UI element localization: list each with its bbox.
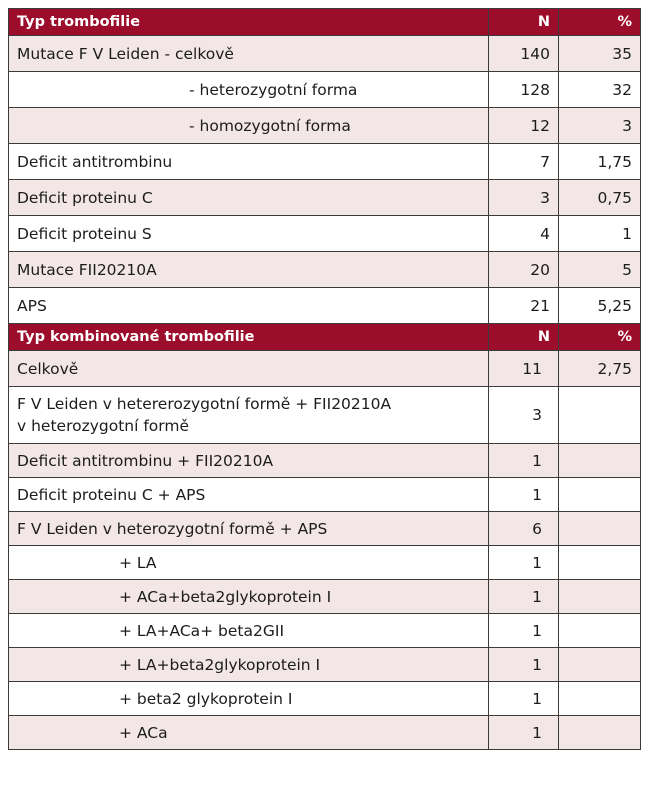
row-label: Mutace F V Leiden - celkově xyxy=(9,36,489,72)
row-n: 12 xyxy=(489,108,559,144)
row-label-line2: v heterozygotní formě xyxy=(17,417,190,435)
table-row xyxy=(9,716,641,750)
row-pct xyxy=(559,648,641,682)
row-label: Mutace FII20210A xyxy=(9,252,489,288)
row-label: - homozygotní forma xyxy=(9,108,489,144)
row-pct xyxy=(559,682,641,716)
header-n: N xyxy=(489,9,559,36)
thrombophilia-table-container xyxy=(8,8,640,750)
table-row xyxy=(9,682,641,716)
row-n: 1 xyxy=(489,580,559,614)
table-row xyxy=(9,180,641,216)
row-label: Deficit proteinu S xyxy=(9,216,489,252)
row-n: 140 xyxy=(489,36,559,72)
row-n: 128 xyxy=(489,72,559,108)
row-label: - heterozygotní forma xyxy=(9,72,489,108)
row-n: 6 xyxy=(489,512,559,546)
row-pct xyxy=(559,512,641,546)
row-n: 1 xyxy=(489,614,559,648)
row-label: + LA xyxy=(9,546,489,580)
table-row xyxy=(9,444,641,478)
table-row xyxy=(9,72,641,108)
row-pct: 0,75 xyxy=(559,180,641,216)
header-pct: % xyxy=(559,324,641,351)
row-pct: 2,75 xyxy=(559,351,641,387)
row-pct: 1 xyxy=(559,216,641,252)
row-label: F V Leiden v heterozygotní formě + APS xyxy=(9,512,489,546)
header-type: Typ kombinované trombofilie xyxy=(9,324,489,351)
row-pct xyxy=(559,444,641,478)
row-n: 3 xyxy=(489,180,559,216)
row-label: + ACa+beta2glykoprotein I xyxy=(9,580,489,614)
row-label: + beta2 glykoprotein I xyxy=(9,682,489,716)
table-row xyxy=(9,351,641,387)
row-n: 1 xyxy=(489,478,559,512)
row-label: Deficit proteinu C + APS xyxy=(9,478,489,512)
row-n: 1 xyxy=(489,682,559,716)
row-pct xyxy=(559,387,641,444)
table-row xyxy=(9,387,641,444)
row-n: 7 xyxy=(489,144,559,180)
table-row xyxy=(9,546,641,580)
row-n: 4 xyxy=(489,216,559,252)
table-row xyxy=(9,580,641,614)
row-label: Celkově xyxy=(9,351,489,387)
row-n: 1 xyxy=(489,444,559,478)
row-pct xyxy=(559,478,641,512)
row-n: 1 xyxy=(489,648,559,682)
row-label: Deficit antitrombinu xyxy=(9,144,489,180)
table-row xyxy=(9,648,641,682)
table-row xyxy=(9,144,641,180)
table-row xyxy=(9,108,641,144)
row-pct xyxy=(559,546,641,580)
row-n: 11 xyxy=(489,351,559,387)
row-label: + LA+beta2glykoprotein I xyxy=(9,648,489,682)
table-row xyxy=(9,512,641,546)
header-type: Typ trombofilie xyxy=(9,9,489,36)
row-pct xyxy=(559,614,641,648)
row-n: 1 xyxy=(489,716,559,750)
table-row xyxy=(9,252,641,288)
row-n: 1 xyxy=(489,546,559,580)
table-row xyxy=(9,478,641,512)
row-n: 3 xyxy=(489,387,559,444)
row-pct: 5 xyxy=(559,252,641,288)
section1-header-row xyxy=(9,9,641,36)
table-row xyxy=(9,614,641,648)
row-pct: 32 xyxy=(559,72,641,108)
row-label: Deficit proteinu C xyxy=(9,180,489,216)
table-row xyxy=(9,288,641,324)
header-pct: % xyxy=(559,9,641,36)
row-pct xyxy=(559,716,641,750)
row-label-line1: F V Leiden v hetererozygotní formě + FII20210A xyxy=(17,395,392,413)
row-label: + LA+ACa+ beta2GII xyxy=(9,614,489,648)
row-pct: 5,25 xyxy=(559,288,641,324)
thrombophilia-table xyxy=(8,8,641,750)
row-n: 21 xyxy=(489,288,559,324)
table-row xyxy=(9,216,641,252)
row-pct xyxy=(559,580,641,614)
header-n: N xyxy=(489,324,559,351)
row-pct: 35 xyxy=(559,36,641,72)
row-pct: 1,75 xyxy=(559,144,641,180)
row-label xyxy=(9,387,489,444)
row-label: APS xyxy=(9,288,489,324)
section2-header-row xyxy=(9,324,641,351)
row-label: Deficit antitrombinu + FII20210A xyxy=(9,444,489,478)
row-n: 20 xyxy=(489,252,559,288)
table-row xyxy=(9,36,641,72)
row-label: + ACa xyxy=(9,716,489,750)
row-pct: 3 xyxy=(559,108,641,144)
